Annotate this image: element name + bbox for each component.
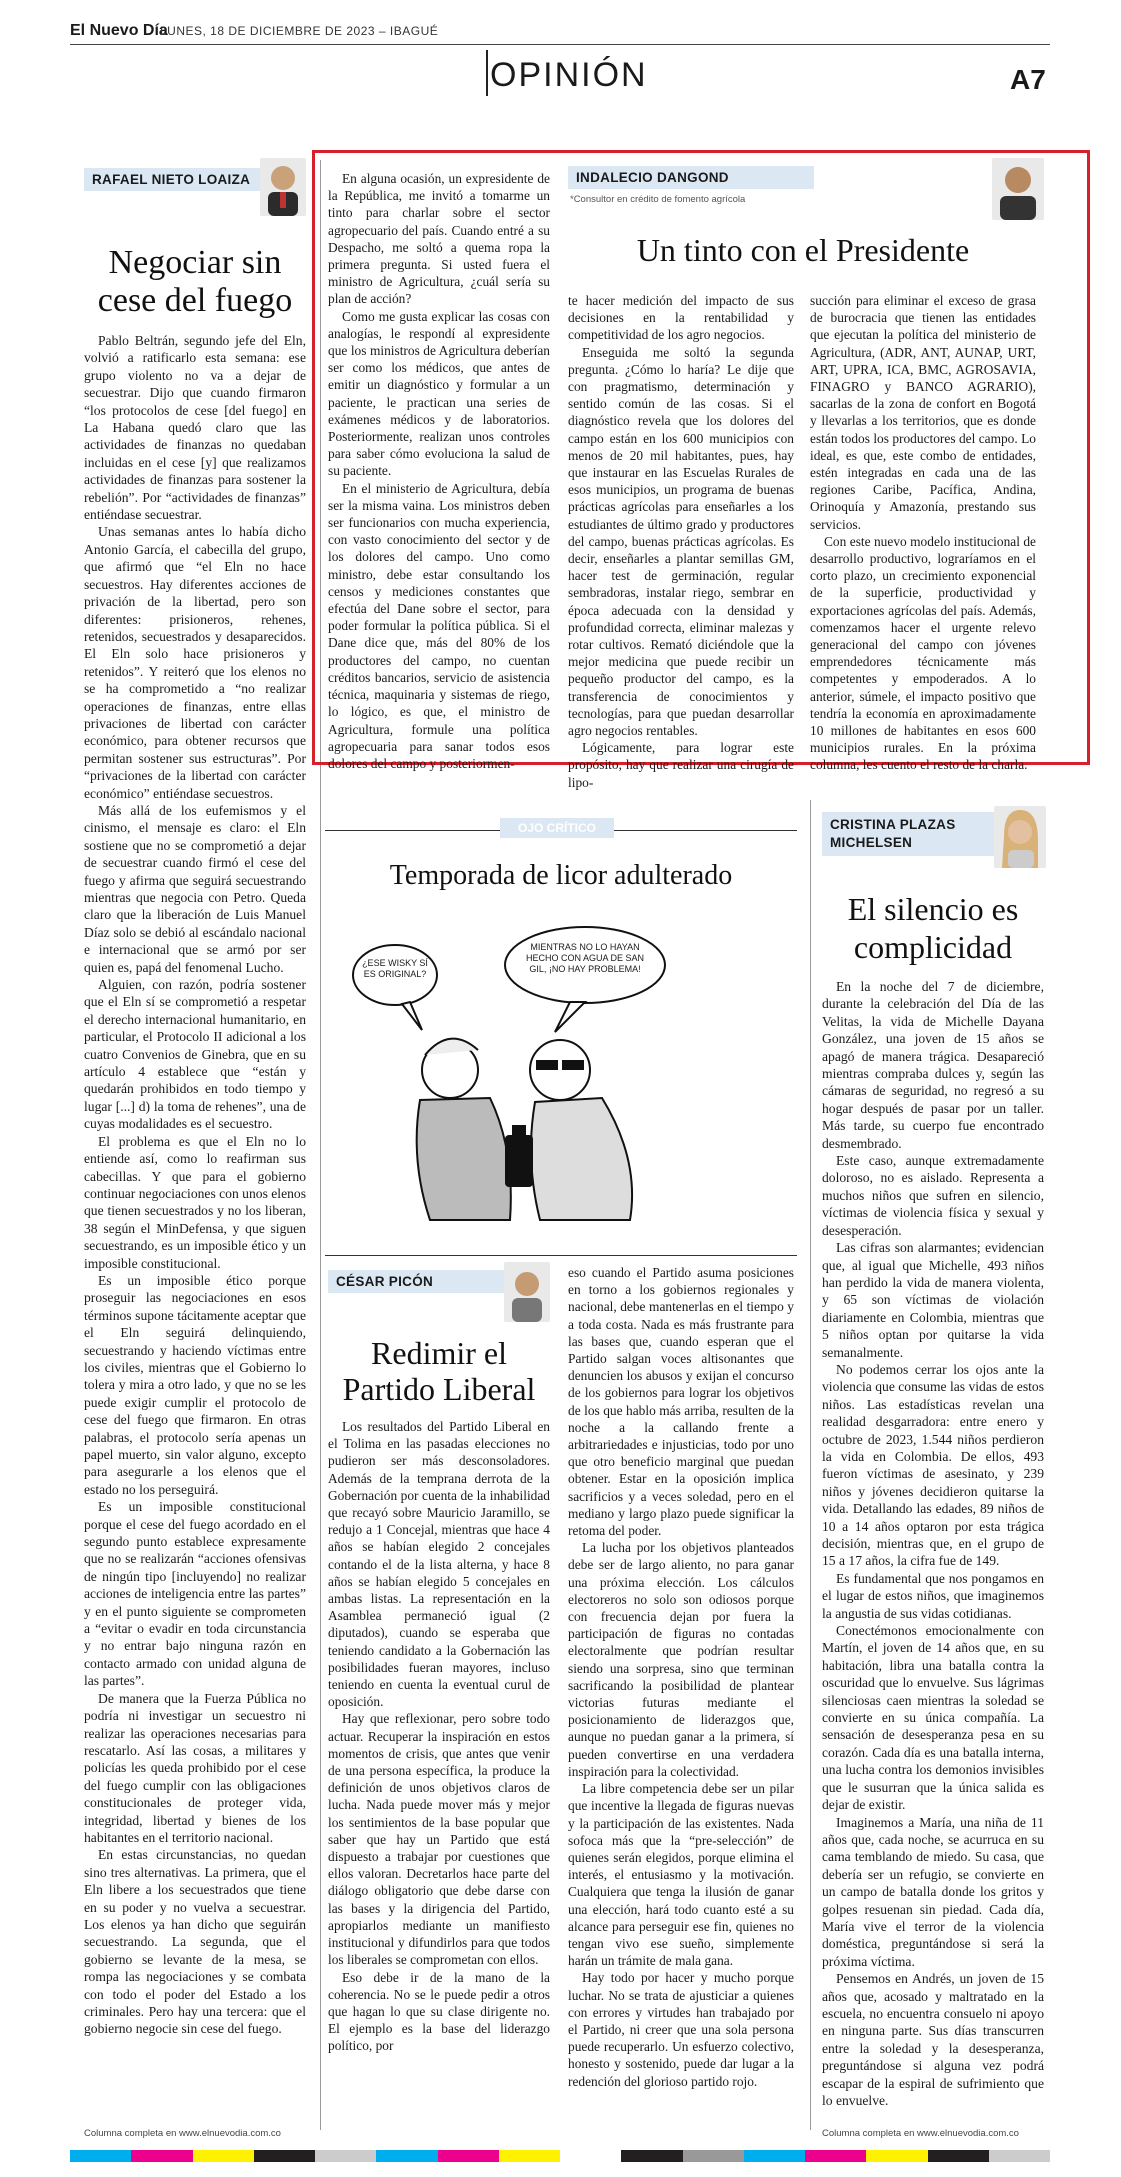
header-rule <box>70 44 1050 45</box>
author-tag-indalecio: INDALECIO DANGOND <box>568 166 814 189</box>
paragraph: Los resultados del Partido Liberal en el Tolima en las pasadas elecciones no pudieron ser más desconsoladores. Además de la temprana derrota de la Gobernación por cuenta de la inhabilidad que recayó sobre Mauricio Jaramillo, se redujo a 1 Concejal, mientras que hace 4 años se habían elegido 2 concejales contando el de la lista alterna, y hace 8 años se habían elegido 5 concejales en ambas listas. La representación en la Asamblea permaneció igual (2 diputados), cuando se esperaba que teniendo candidato a la Gobernación las posibilidades fueran mayores, incluso teniendo en cuenta la eventual curul de oposición. <box>328 1419 550 1710</box>
author-tag-cesar-picon: CÉSAR PICÓN <box>328 1270 514 1293</box>
article-body-indalecio-col-a <box>328 170 550 771</box>
paragraph: De manera que la Fuerza Pública no podría ni investigar un secuestro ni realizar las operaciones necesarias para rescatarlo. Así las cosas, a militares y policías les queda prohibido por el cese del fuego cumplir con las obligaciones constitucionales de proteger vida, integridad, libertad y bienes de los habitantes en el territorio nacional. <box>84 1690 306 1845</box>
page-number: A7 <box>1010 64 1046 95</box>
paragraph: En el ministerio de Agricultura, debía ser la misma vaina. Los ministros deben ser funcionarios con mucha experiencia, con vasto conocimiento del sector y de los dolores del campo. Uno como ministro, debe estar consultando los censos y mediciones constantes que efectúa del Dane sobre el sector, para poder formular la política pública. Si el Dane dice que, más del 80% de los productores del campo, no cuentan créditos bancarios, servicio de asistencia técnica, maquinaria y sistemas de riego, lo lógico, es que, el ministro de Agricultura, formule una política agropecuaria para sanar todos esos dolores del campo y posteriormen- <box>328 480 550 771</box>
paragraph: Pablo Beltrán, segundo jefe del Eln, volvió a ratificarlo esta semana: ese grupo violento no va a dejar de secuestrar. Dijo que cuando firmaron “los protocolos de cese [del fuego] en La Habana quedó claro que las actividades de finanzas no quedaban incluidas en el cese [y] que realizamos actividades de finanzas para sostener la rebelión”. Por “actividades de finanzas” entiéndase secuestrar. <box>84 333 306 523</box>
cartoon-title: Temporada de licor adulterado <box>389 860 733 891</box>
paragraph: te hacer medición del impacto de sus decisiones en la rentabilidad y competitividad de los agro negocios. <box>568 293 794 343</box>
paragraph: En alguna ocasión, un expresidente de la República, me invitó a tomarme un tinto para charlar sobre el sector agropecuario del país. Cuando entré a su Despacho, me soltó a quema ropa la primera pregunta. Si usted fuera el ministro de Agricultura, ¿cuál sería su plan de acción? <box>328 171 550 307</box>
headline-line-2: cese del fuego <box>97 282 293 319</box>
column-divider <box>810 800 811 2130</box>
paragraph: Es un imposible constitucional porque el cese del fuego acordado en el segundo punto establece expresamente que no se realizarán “acciones ofensivas de ningún tipo [incluyendo] no realizar acciones de inteligencia entre las partes” y en el punto siguiente se comprometen a “evitar o evadir en toda circunstancia y no entrar bajo ninguna razón en contacto armado con unidad alguna de las partes”. <box>84 1499 306 1689</box>
print-color-bar <box>70 2150 1050 2162</box>
paragraph: Hay todo por hacer y mucho porque luchar. No se trata de ajusticiar a quienes con errores y virtudes han trabajado por el Partido, ni creer que una sola persona puede recuperarlo. Un esfuerzo colectivo, honesto y sostenido, puede dar lugar a la redención del glorioso partido rojo. <box>568 1970 794 2089</box>
paragraph: succión para eliminar el exceso de grasa de burocracia que tienen las entidades que ejecutan la política del ministerio de Agricultura, (ADR, ANT, AUNAP, URT, ART, UPRA, ICA, BMC, AGROSAVIA, FINAGRO y BANCO AGRARIO), sacarlas de la zona de confort en Bogotá y llevarlas a los territorios, que es donde están todos los productores del campo. Lo ideal, es que, este combo de entidades, estén integradas en cada una de las regiones Caribe, Pacífica, Andina, Orinoquía y Amazonía, prestando sus servicios. <box>810 293 1036 532</box>
paragraph: En estas circunstancias, no quedan sino tres alternativas. La primera, que el Eln libere a los secuestrados que tiene en su poder y no vuelva a secuestrar. Los elenos ya han dicho que seguirán secuestrando. La segunda, que el gobierno se levante de la mesa, se rompa las negociaciones y se combata con todo el poder del Estado a los criminales. Pero hay una tercera: que el gobierno negocie sin cese del fuego. <box>84 1847 306 2037</box>
paragraph: El problema es que el Eln no lo entiende así, como lo reafirman sus cabecillas. Y que para el gobierno continuar negociaciones con unos elenos que tienen secuestrados y no los liberan, 38 según el MinDefensa, y que siguen secuestrando, es un imposible ético y un imposible constitucional. <box>84 1133 306 1271</box>
paragraph: Imaginemos a María, una niña de 11 años que, cada noche, se acurruca en su cama temblando de miedo. Su casa, que debería ser un refugio, se convierte en un campo de batalla donde los gritos y golpes resuenan sin piedad. Cada día, María vive el terror de la violencia doméstica, preguntándose si será la próxima víctima. <box>822 1814 1044 1969</box>
author-tag-cristina-plazas <box>822 812 998 856</box>
paragraph: Enseguida me soltó la segunda pregunta. ¿Cómo lo haría? Le dije que con pragmatismo, determinación y sentido común de las cosas. Si el diagnóstico revela que los dolores del campo están en los 600 municipios con menos de 20 mil habitantes, pues, hay que instaurar en las Escuelas Rurales de esos municipios, un programa de buenas prácticas agrícolas para enseñarles a los estudiantes de último grado y productores del campo, buenas prácticas agrícolas. Es decir, enseñarles a plantar semillas GM, hacer test de germinación, regular sembradoras, instalar riego, sembrar en época adecuada con la densidad y profundidad correcta, eliminar malezas y rotar cultivos. Remató diciéndole que la mejor medicina que puede recibir un pequeño productor del campo, es la transferencia de conocimientos y tecnologías, para que puedan desarrollar agro negocios rentables. <box>568 344 794 739</box>
article-body-rafael <box>84 332 306 2122</box>
paragraph: Unas semanas antes lo había dicho Antonio García, el cabecilla del grupo, que afirmó que “el Eln no hace secuestros. Hay diferentes acciones de privación de la libertad, pero son diferentes: prisioneros, rehenes, retenidos, secuestrados y desaparecidos. El Eln solo hace prisioneros y retenidos”. Y reiteró que los elenos no se ha comprometido a “no realizar operaciones de finanzas, entre ellas privaciones de libertad con carácter económico, para obtener recursos que permitan sostener sus estructuras”. Por “privaciones de la libertad con carácter económico” entiéndase secuestros. <box>84 524 306 801</box>
article-body-indalecio-col-c <box>810 292 1036 773</box>
section-bar <box>486 50 488 96</box>
column-footer: Columna completa en www.elnuevodia.com.co <box>84 2128 281 2139</box>
headline-line-1: Redimir el <box>371 1335 507 1371</box>
article-body-cesar-col-a <box>328 1418 550 2148</box>
paragraph: Alguien, con razón, podría sostener que el Eln sí se comprometió a respetar el derecho internacional humanitario, en particular, el Protocolo II adicional a los cuatro Convenios de Ginebra, que en su artículo 4 establece que “están y quedarán prohibidos en todo tiempo y lugar [...] d) la toma de rehenes”, una de cuyas modalidades es el secuestro. <box>84 977 306 1132</box>
author-subtitle: *Consultor en crédito de fomento agrícola <box>570 194 746 205</box>
paragraph: La libre competencia debe ser un pilar que incentive la llegada de figuras nuevas y la participación de las existentes. Nada sofoca más que la “pre-selección” de quienes serán elegidos, porque elimina el interés, el entusiasmo y la motivación. Cualquiera que tenga la ilusión de ganar una elección, hará todo cuanto esté a su alcance para perseguir ese fin, quienes no tengan vivo ese sueño, simplemente harán un trámite de mala gana. <box>568 1781 794 1969</box>
headline-line-2: complicidad <box>853 929 1013 965</box>
paragraph: Lógicamente, para lograr este propósito, hay que realizar una cirugía de lipo- <box>568 740 794 790</box>
paragraph: eso cuando el Partido asuma posiciones en torno a los gobiernos regionales y nacional, debe mantenerlas en el tiempo y a toda costa. Nada es más frustrante para las bases que, cuando esperan que el Partido salgan voces altisonantes que denuncien los abusos y exijan el concurso de los gobiernos para lograr los objetivos de los que hablo más arriba, resulten de la noche a la callando frente a arbitrariedades e injusticias, todo por uno que otro beneficio marginal que puedan obtener. Estar en la oposición implica sacrificios y a veces soledad, pero en el mediano y largo plazo puede significar la retoma del poder. <box>568 1265 794 1539</box>
author-photo <box>994 806 1046 868</box>
paragraph: Conectémonos emocionalmente con Martín, el joven de 14 años que, en su habitación, libra una batalla contra la oscuridad que lo envuelve. Sus lágrimas silenciosas caen mientras la soledad se convierte en su única compañía. La sensación de desesperanza pesa en su corazón. Cada día es una batalla interna, una lucha contra los demonios invisibles que le susurran que la única salida es dejar de existir. <box>822 1623 1044 1813</box>
column-footer: Columna completa en www.elnuevodia.com.co <box>822 2128 1019 2139</box>
headline-silencio <box>822 890 1044 966</box>
headline-line-1: El silencio es <box>847 891 1019 927</box>
paragraph: En la noche del 7 de diciembre, durante la celebración del Día de las Velitas, la vida de Michelle Dayana González, una joven de 15 años se apagó de manera trágica. Desapareció mientras compraba dulces y, según las cámaras de seguridad, no regresó a su hogar después de pasar por un taller. Más tarde, su cuerpo fue encontrado desmembrado. <box>822 979 1044 1151</box>
headline-redimir <box>328 1335 550 1407</box>
paragraph: Con este nuevo modelo institucional de desarrollo productivo, lograríamos en el corto plazo, un crecimiento exponencial de la superficie, productividad y exportaciones agrícolas del país. Además, comenzamos hacer el urgente relevo generacional del campo con jóvenes emprendedores técnicamente más competentes y empoderados. A lo anterior, súmele, el impacto positivo que tendría la economía en aproximadamente 10 millones de habitantes en esos 600 municipios rurales. En la próxima columna, les cuento el resto de la charla. <box>810 533 1036 773</box>
cartoon-illustration <box>340 920 780 1220</box>
author-name-line-2: MICHELSEN <box>830 835 913 850</box>
headline-line-2: Partido Liberal <box>342 1371 536 1407</box>
newspaper-logo: El Nuevo Día <box>70 22 168 39</box>
article-body-indalecio-col-b <box>568 292 794 790</box>
author-photo <box>504 1262 550 1322</box>
paragraph: Es un imposible ético porque proseguir las negociaciones en esos términos supone tácitamente aceptar que el Eln seguirá delinquiendo, secuestrando y haciendo víctimas entre los civiles, mientras que el Gobierno lo tolera y mira a otro lado, y que no se les puede exigir cumplir el protocolo de cese del fuego que firmaron. En otras palabras, el protocolo sería apenas un papel muerto, sin valor alguno, excepto para asegurarle a los elenos que el estado no los perseguirá. <box>84 1272 306 1497</box>
paragraph: La lucha por los objetivos planteados debe ser de largo aliento, no para ganar una próxima elección. Los cálculos electoreros no solo son odiosos porque con frecuencia dejan por fuera la participación de figuras no contadas electoralmente que podrían resultar siendo una sorpresa, sino que terminan sacrificando la posibilidad de plantear victorias futuras mediante el posicionamiento de liderazgos que, aunque no puedan ganar a la primera, sí pueden convertirse en una verdadera inspiración para la colectividad. <box>568 1540 794 1779</box>
speech-bubble-right: MIENTRAS NO LO HAYAN HECHO CON AGUA DE SAN GIL, ¡NO HAY PROBLEMA! <box>525 942 645 974</box>
headline-line-1: Negociar sin <box>108 244 282 281</box>
speech-bubble-left: ¿ESE WISKY SÍ ES ORIGINAL? <box>362 958 428 979</box>
headline-negociar <box>84 244 306 320</box>
paragraph: Pensemos en Andrés, un joven de 15 años que, acosado y maltratado en la escuela, no encuentra consuelo ni apoyo en ninguna parte. Sus días transcurren entre la soledad y la desesperanza, preguntándose si alguna vez podrá escapar de la espiral de sufrimiento que lo envuelve. <box>822 1971 1044 2108</box>
cartoon-label: OJO CRÍTICO <box>500 818 614 838</box>
headline-tinto: Un tinto con el Presidente <box>636 232 970 268</box>
paragraph: Hay que reflexionar, pero sobre todo actuar. Recuperar la inspiración en estos momentos de crisis, que antes que venir de una persona específica, la produce la definición de unos objetivos claros de lucha. Nada puede mover más y mejor los sentimientos de la base popular que saber que hay un Partido que está dispuesto a trabajar por cuestiones que ellos valoran. Decretarlos hace parte del diálogo obligatorio que debe darse con las bases y la dirigencia del Partido, apropiarlos mediante un manifiesto institucional y difundirlos para que todos los liberales se comprometan con ellos. <box>328 1711 550 1968</box>
author-photo <box>992 158 1044 220</box>
issue-date: LUNES, 18 DE DICIEMBRE DE 2023 – IBAGUÉ <box>160 24 439 38</box>
section-title: OPINIÓN <box>490 56 648 94</box>
paragraph: Como me gusta explicar las cosas con analogías, le respondí al expresidente que los ministros de Agricultura deberían ser como los médicos, que antes de emitir un diagnóstico y formular a un paciente, le practican una series de exámenes médicos y de laboratorios. Posteriormente, realizan unos controles para saber cómo evoluciona la salud de su paciente. <box>328 308 550 479</box>
paragraph: Las cifras son alarmantes; evidencian que, al igual que Michelle, 493 niños han perdido la vida de manera violenta, y 65 son víctimas de violación diariamente en Colombia, mientras que 5 niños optan por quitarse la vida semanalmente. <box>822 1240 1044 1360</box>
article-body-cesar-col-b <box>568 1264 794 2148</box>
paragraph: Más allá de los eufemismos y el cinismo, el mensaje es claro: el Eln sostiene que no se comprometió a dejar de secuestrar cuando firmó el cese del fuego y afirma que seguirá secuestrando mientras que negocia con Petro. Queda claro que la liberación de Luis Manuel Díaz solo se debió al escándalo nacional e internacional que se armó por ser quien es, papá del fenomenal Lucho. <box>84 802 306 975</box>
author-photo <box>260 158 306 216</box>
article-body-cristina <box>822 978 1044 2124</box>
author-name-line-1: CRISTINA PLAZAS <box>830 817 956 832</box>
author-tag-rafael-nieto: RAFAEL NIETO LOAIZA <box>84 168 274 191</box>
paragraph: Es fundamental que nos pongamos en el lugar de estos niños, que imaginemos la angustia de sus vidas cotidianas. <box>822 1570 1044 1621</box>
paragraph: No podemos cerrar los ojos ante la violencia que consume las vidas de estos niños. Las estadísticas revelan una realidad desgarradora: entre enero y octubre de 2023, 1.544 niños perdieron la vida en Colombia. De ellos, 493 fueron víctimas de asesinato, y 239 niños y jóvenes decidieron quitarse la vida. Detallando las edades, 89 niños de 10 a 14 años optaron por esta trágica decisión, mientras que, en el grupo de 15 a 17 años, la cifra fue de 149. <box>822 1361 1044 1569</box>
paragraph: Eso debe ir de la mano de la coherencia. No se le puede pedir a otros que hagan lo que su clase dirigente no. El ejemplo es la base del liderazgo político, por <box>328 1969 550 2054</box>
paragraph: Este caso, aunque extremadamente doloroso, no es aislado. Representa a muchos niños que sufren en silencio, víctimas de violencia física y sexual y desesperación. <box>822 1153 1044 1238</box>
cartoon-bottom-rule <box>325 1255 797 1256</box>
